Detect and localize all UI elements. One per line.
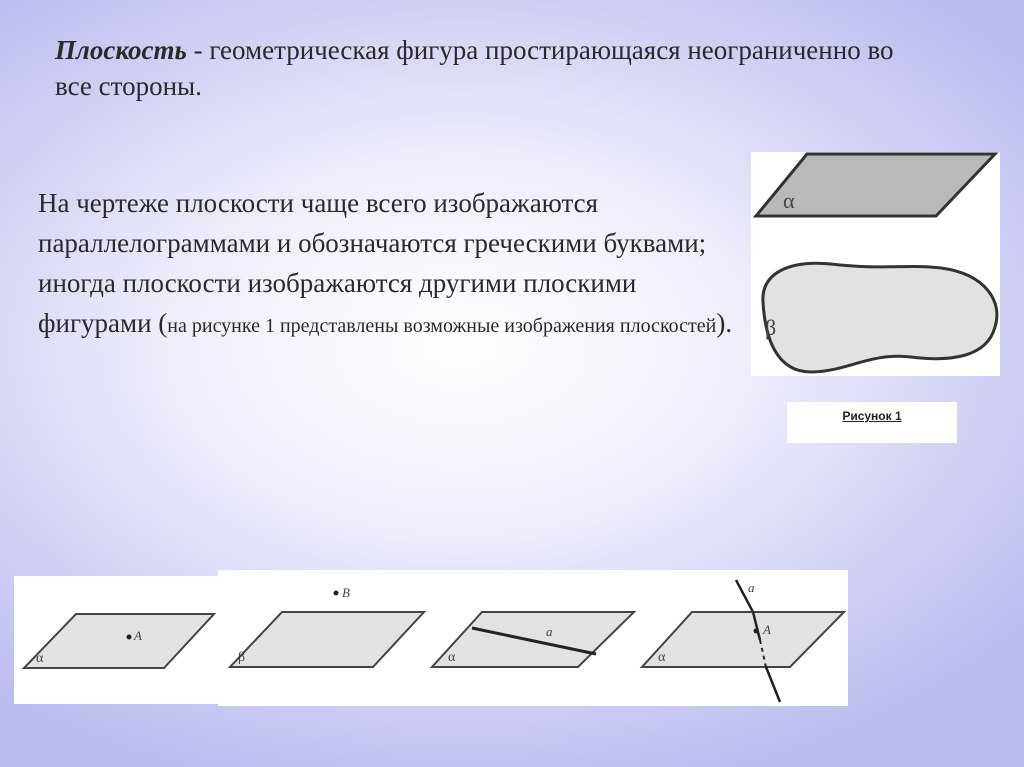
point-a-label-4: A — [763, 622, 771, 637]
bottom-figure-line-crossing-plane — [638, 570, 848, 706]
point-b-label: B — [342, 585, 350, 600]
beta-blob — [763, 263, 997, 372]
figure-1-image — [751, 152, 1000, 376]
bottom-figure-line-in-plane — [428, 570, 638, 706]
line-a-label-4: a — [748, 580, 755, 595]
plane-alpha-4-label: α — [658, 650, 666, 665]
point-a-intersection — [754, 629, 759, 634]
point-b — [334, 591, 339, 596]
point-a-label: A — [134, 628, 142, 643]
definition-term: Плоскость — [55, 35, 187, 65]
bottom-figure-point-in-plane — [14, 576, 218, 704]
plane-beta-label: β — [238, 650, 246, 665]
point-a — [127, 635, 132, 640]
line-a-label: a — [546, 624, 553, 639]
definition-text — [55, 32, 915, 104]
plane-beta — [230, 612, 424, 667]
line-a-lower — [766, 667, 780, 702]
paragraph-end: ). — [716, 308, 733, 338]
paragraph-main: На чертеже плоскости чаще всего изображаются параллелограммами и обозначаются греческими буквами; иногда плоскости изображаются другими плоскими фигурами ( — [38, 188, 707, 338]
bottom-figure-point-outside-plane — [218, 570, 428, 706]
plane-alpha-4 — [642, 612, 844, 667]
figure-1-caption: Рисунок 1 — [787, 402, 957, 443]
plane-alpha-1-label: α — [36, 651, 44, 666]
beta-label: β — [765, 315, 777, 340]
paragraph-small: на рисунке 1 представлены возможные изображения плоскостей — [167, 315, 717, 337]
definition-body: - геометрическая фигура простирающаяся неограниченно во все стороны. — [55, 35, 894, 101]
plane-alpha-3-label: α — [448, 650, 456, 665]
main-paragraph — [38, 183, 738, 346]
alpha-label: α — [783, 188, 795, 213]
plane-alpha-1 — [24, 614, 214, 668]
